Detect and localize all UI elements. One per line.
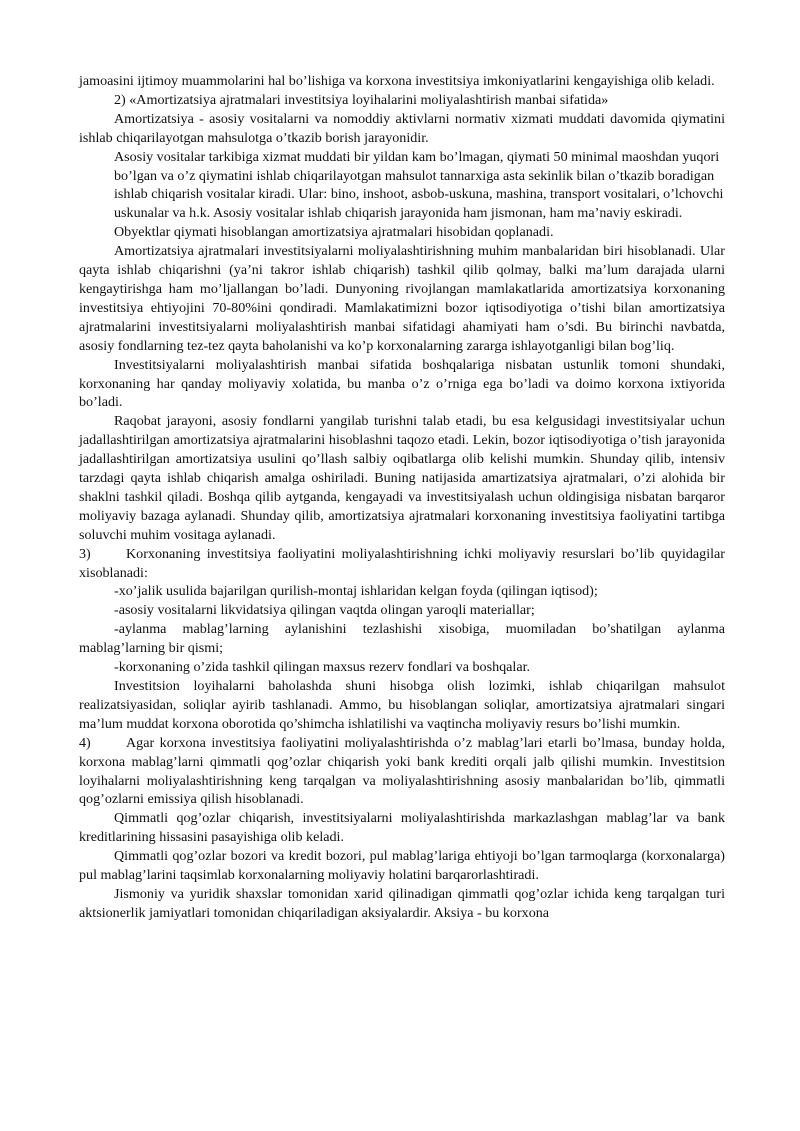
list-item: -xo’jalik usulida bajarilgan qurilish-montaj ishlaridan kelgan foyda (qilingan iqtisod); [114, 583, 598, 600]
section-item-3-text: Korxonaning investitsiya faoliyatini moliyalashtirishning ichki moliyaviy resurslari bo’lib quyidagilar xisoblanadi: [79, 545, 725, 581]
paragraph-amortization-source: Amortizatsiya ajratmalari investitsiyalarni moliyalashtirishning muhim manbalaridan biri hisoblanadi. Ular qayta ishlab chiqarishni (ya’ni takror ishlab chiqarish) tashkil qilib qolmay, balki ma’lum darajada ularni kengaytirishga ham mo’ljallangan bo’ladi. Dunyoning rivojlangan mamlakatlarida amortizatsiya korxonaning investitsiya ehtiyojini 70-80%ini qondiradi. Mamlakatimizni bozor iqtisodiyotiga o’tishi bilan amortizatsiya ajratmalarini investitsiyalarni moliyalashtirish manbai sifatidagi ahamiyati ham o’sdi. Bu birinchi navbatda, asosiy fondlarning tez-tez qayta baholanishi va ko’p korxonalarning zararga ishlayotganligi bilan bog’liq. [79, 243, 725, 354]
document-page [79, 72, 725, 923]
list-item: -korxonaning o’zida tashkil qilingan maxsus rezerv fondlari va boshqalar. [114, 659, 531, 676]
paragraph-amortization-definition: Amortizatsiya - asosiy vositalarni va nomoddiy aktivlarni normativ xizmati muddati davomida qiymatini ishlab chiqarilayotgan mahsulotga o’tkazib borish jarayonidir. [79, 110, 725, 146]
list-item: -asosiy vositalarni likvidatsiya qilingan vaqtda olingan yaroqli materiallar; [114, 602, 535, 619]
paragraph-taxes: Investitsion loyihalarni baholashda shuni hisobga olish lozimki, ishlab chiqarilgan mahsulot realizatsiyasidan, soliqlar ayirib tashlanadi. Ammo, bu hisoblangan soliqlar, amortizatsiya ajratmalari singari ma’lum muddat korxona oborotida qo’shimcha ishlatilishi va vaqtincha moliyaviy resurs bo’lishi mumkin. [79, 678, 725, 732]
paragraph-continuation: jamoasini ijtimoy muammolarini hal bo’lishiga va korxona investitsiya imkoniyatlarini kengayishiga olib keladi. [79, 73, 715, 89]
section-number-3: 3) [79, 545, 91, 562]
section-item-4 [79, 734, 725, 810]
section-item-3 [79, 545, 725, 583]
list-item: -aylanma mablag’larning aylanishini tezlashishi xisobiga, muomiladan bo’shatilgan aylanma mablag’larning bir qismi; [79, 621, 725, 657]
paragraph-shares: Jismoniy va yuridik shaxslar tomonidan xarid qilinadigan qimmatli qog’ozlar ichida keng tarqalgan turi aktsionerlik jamiyatlari tomonidan chiqariladigan aksiyalardir. Aksiya - bu korxona [79, 885, 725, 921]
section-heading-2: 2) «Amortizatsiya ajratmalari investitsiya loyihalarini moliyalashtirish manbai sifatida» [114, 91, 609, 108]
section-number-4: 4) [79, 734, 91, 751]
paragraph-advantage: Investitsiyalarni moliyalashtirish manbai sifatida boshqalariga nisbatan ustunlik tomoni shundaki, korxonaning har qanday moliyaviy xolatida, bu manba o’z o’rniga ega bo’ladi va doimo korxona ixtiyorida bo’ladi. [79, 356, 725, 411]
paragraph-markets: Qimmatli qog’ozlar bozori va kredit bozori, pul mablag’lariga ehtiyoji bo’lgan tarmoqlarga (korxonalarga) pul mablag’larini taqsimlab korxonalarning moliyaviy holatini barqarorlashtiradi. [79, 848, 725, 884]
section-item-4-text: Agar korxona investitsiya faoliyatini moliyalashtirishda o’z mablag’lari etarli bo’lmasa, bunday holda, korxona mablag’larni qimmatli qog’ozlar chiqarish yoki bank krediti orqali jalb qilishi mumkin. Investitsion loyihalarni moliyalashtirishning keng tarqalgan va moliyalashtirishning asosiy manbalaridan bo’lib, qimmatli qog’ozlarni emissiya qilish hisoblanadi. [79, 734, 725, 808]
paragraph-competition: Raqobat jarayoni, asosiy fondlarni yangilab turishni talab etadi, bu esa kelgusidagi investitsiyalar uchun jadallashtirilgan amortizatsiya ajratmalarini hisoblashni taqozo etadi. Lekin, bozor iqtisodiyotiga o’tish jarayonida jadallashtirilgan amortizatsiya usulini qo’llash salbiy oqibatlarga olib kelishi mumkin. Shunday qilib, intensiv tarzdagi qayta ishlab chiqarish amalga oshiriladi. Buning natijasida amartizatsiya ajratmalari, o’zi alohida bir shaklni tashkil qiladi. Boshqa qilib aytganda, kengayadi va investitsiyalash uchun oldingisiga nisbatan barqaror moliyaviy bazaga aylanadi. Shunday qilib, amortizatsiya ajratmalari korxonaning investitsiya faoliyatini tartibga soluvchi muhim vositaga aylanadi. [79, 413, 725, 543]
paragraph-securities: Qimmatli qog’ozlar chiqarish, investitsiyalarni moliyalashtirishda markazlashgan mablag’lar va bank kreditlarining hissasini pasayishiga olib keladi. [79, 810, 725, 846]
paragraph-fixed-assets: Asosiy vositalar tarkibiga xizmat muddati bir yildan kam bo’lmagan, qiymati 50 minimal maoshdan yuqori bo’lgan va o’z qiymatini ishlab chiqarilayotgan mahsulot tannarxiga asta sekinlik bilan o’tkazib boradigan ishlab chiqarish vositalar kiradi. Ular: bino, inshoot, asbob-uskuna, mashina, transport vositalari, o’lchovchi uskunalar va h.k. Asosiy vositalar ishlab chiqarish jarayonida ham jismonan, ham ma’naviy eskiradi. Obyektlar qiymati hisoblangan amortizatsiya ajratmalari hisobidan qoplanadi. [114, 148, 724, 241]
